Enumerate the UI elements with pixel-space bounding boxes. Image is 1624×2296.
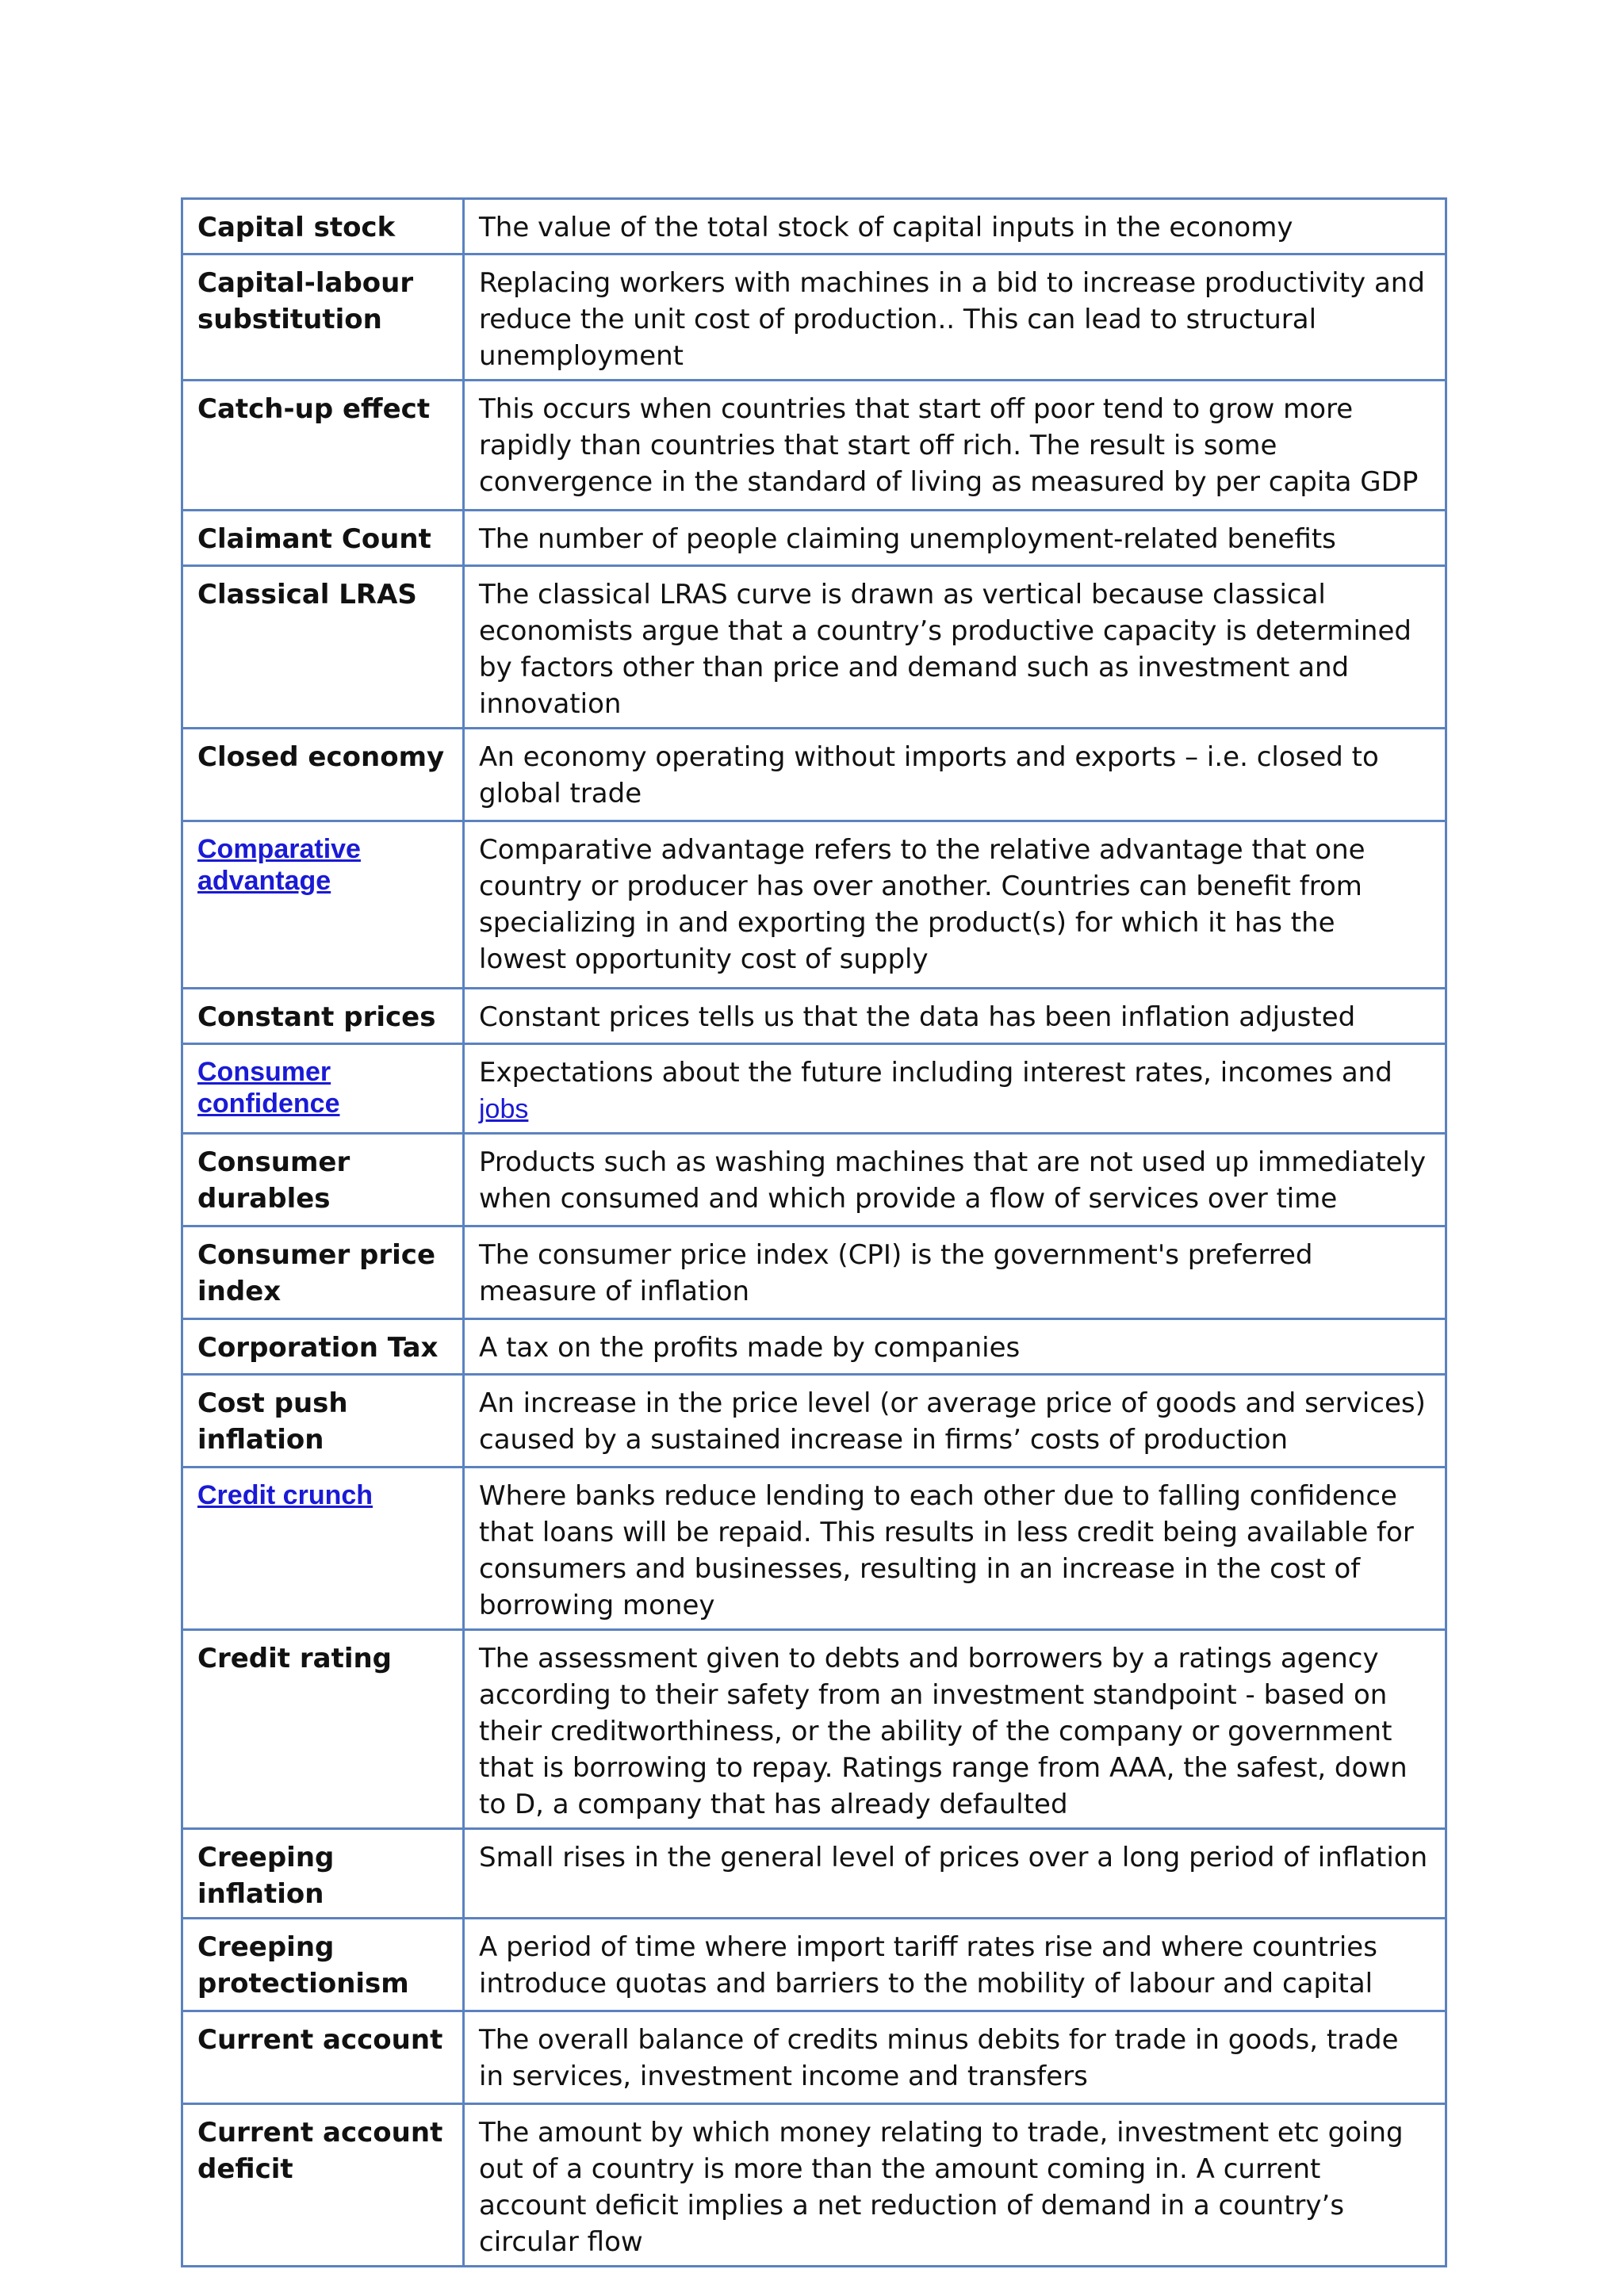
definition-cell: The assessment given to debts and borrowers by a ratings agency according to their safety from an investment standpoint - based on their creditworthiness, or the ability of the company or government that is borrowing to repay. Ratings range from AAA, the safest, down to D, a company that has already defaulted [464,1630,1446,1829]
table-row [182,2011,1446,2104]
term-cell: Current account deficit [182,2104,464,2267]
definition-cell: The value of the total stock of capital inputs in the economy [464,199,1446,254]
table-row [182,1468,1446,1630]
comparative-advantage-link[interactable]: Comparative advantage [197,834,361,896]
definition-cell: An increase in the price level (or average price of goods and services) caused by a sustained increase in firms’ costs of production [464,1375,1446,1468]
definition-cell: Where banks reduce lending to each other due to falling confidence that loans will be repaid. This results in less credit being available for consumers and businesses, resulting in an increase in the cost of borrowing money [464,1468,1446,1630]
term-cell: Capital stock [182,199,464,254]
table-row [182,1630,1446,1829]
term-cell [182,821,464,989]
table-row [182,199,1446,254]
term-cell [182,1468,464,1630]
table-row [182,1375,1446,1468]
definition-cell: The classical LRAS curve is drawn as vertical because classical economists argue that a country’s productive capacity is determined by factors other than price and demand such as investment and innovation [464,566,1446,729]
definition-cell: Constant prices tells us that the data has been inflation adjusted [464,989,1446,1044]
table-row [182,1319,1446,1375]
definition-cell: The number of people claiming unemployment-related benefits [464,511,1446,566]
term-cell: Cost push inflation [182,1375,464,1468]
term-cell: Closed economy [182,729,464,821]
table-row [182,1134,1446,1226]
definition-cell: Comparative advantage refers to the relative advantage that one country or producer has over another. Countries can benefit from specializing in and exporting the product(s) for which it has the lowest opportunity cost of supply [464,821,1446,989]
table-row [182,1919,1446,2011]
definition-cell: The amount by which money relating to trade, investment etc going out of a country is more than the amount coming in. A current account deficit implies a net reduction of demand in a country’s circular flow [464,2104,1446,2267]
table-row [182,1829,1446,1919]
definition-cell: The consumer price index (CPI) is the government's preferred measure of inflation [464,1226,1446,1319]
definition-cell: The overall balance of credits minus debits for trade in goods, trade in services, investment income and transfers [464,2011,1446,2104]
jobs-link[interactable]: jobs [479,1094,529,1124]
term-cell: Constant prices [182,989,464,1044]
definition-cell: A tax on the profits made by companies [464,1319,1446,1375]
term-cell: Claimant Count [182,511,464,566]
term-cell: Catch-up effect [182,381,464,511]
term-cell: Consumer price index [182,1226,464,1319]
term-cell: Creeping protectionism [182,1919,464,2011]
table-row [182,821,1446,989]
table-row [182,1044,1446,1134]
definition-cell: Replacing workers with machines in a bid to increase productivity and reduce the unit cost of production.. This can lead to structural unemployment [464,254,1446,381]
table-row [182,381,1446,511]
table-row [182,1226,1446,1319]
term-cell: Classical LRAS [182,566,464,729]
term-cell: Creeping inflation [182,1829,464,1919]
definition-cell: A period of time where import tariff rates rise and where countries introduce quotas and barriers to the mobility of labour and capital [464,1919,1446,2011]
table-row [182,254,1446,381]
table-row [182,729,1446,821]
table-row [182,566,1446,729]
term-cell: Capital-labour substitution [182,254,464,381]
definition-cell [464,1044,1446,1134]
glossary-table [181,197,1447,2267]
table-row [182,2104,1446,2267]
term-cell: Corporation Tax [182,1319,464,1375]
term-cell: Credit rating [182,1630,464,1829]
definition-cell: Products such as washing machines that are not used up immediately when consumed and which provide a flow of services over time [464,1134,1446,1226]
table-row [182,511,1446,566]
definition-cell: Small rises in the general level of prices over a long period of inflation [464,1829,1446,1919]
term-cell: Consumer durables [182,1134,464,1226]
term-cell: Current account [182,2011,464,2104]
credit-crunch-link[interactable]: Credit crunch [197,1480,373,1510]
definition-cell: This occurs when countries that start off poor tend to grow more rapidly than countries that start off rich. The result is some convergence in the standard of living as measured by per capita GDP [464,381,1446,511]
table-row [182,989,1446,1044]
definition-cell: An economy operating without imports and exports – i.e. closed to global trade [464,729,1446,821]
term-cell [182,1044,464,1134]
consumer-confidence-link[interactable]: Consumer confidence [197,1057,340,1119]
definition-text: Expectations about the future including interest rates, incomes and [479,1057,1392,1089]
